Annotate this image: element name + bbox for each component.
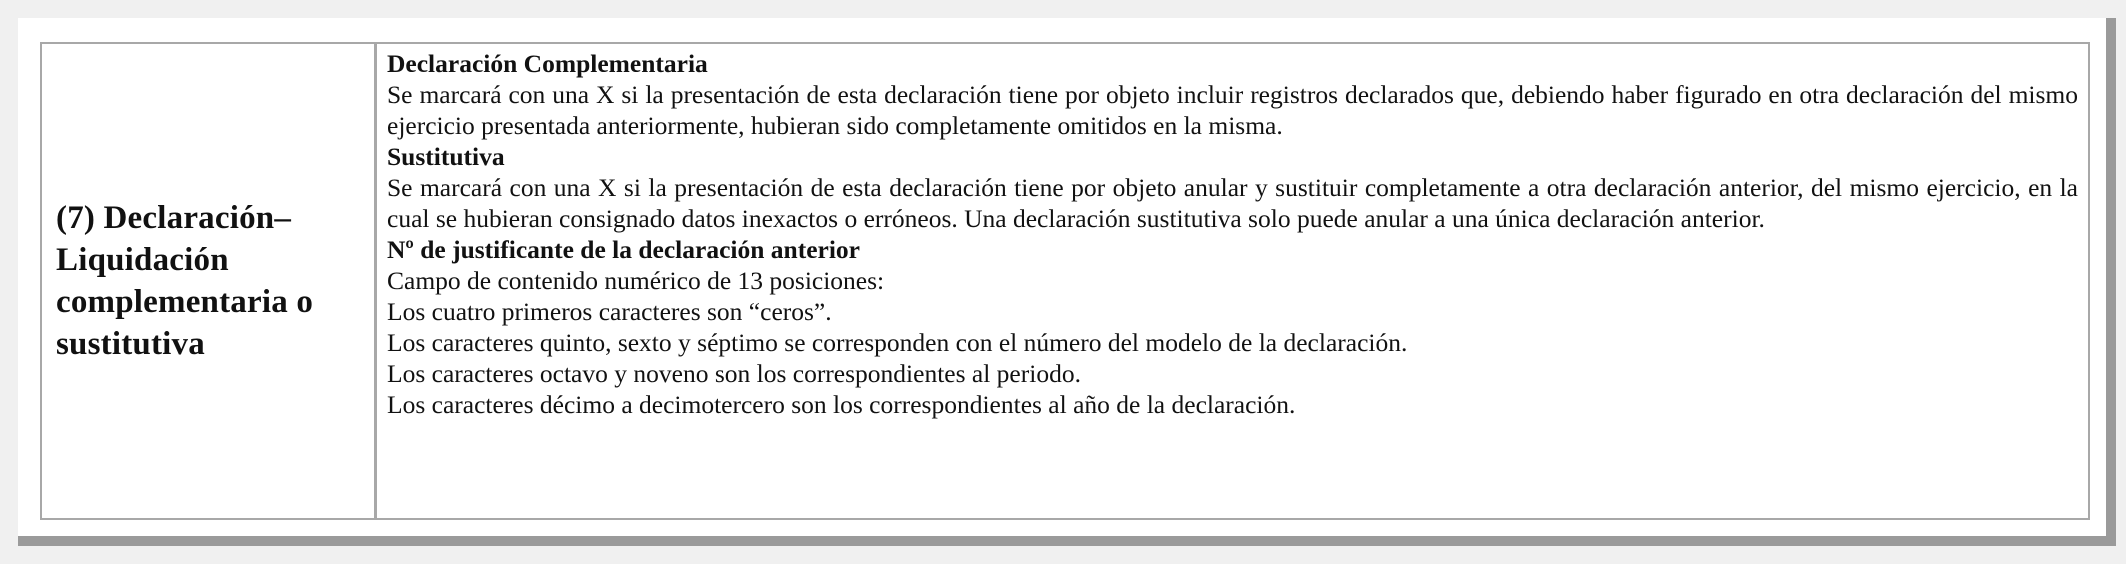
field-title: (7) Declaración–Liquidación complementaria o sustitutiva (56, 200, 314, 362)
justificante-line-3: Los caracteres quinto, sexto y séptimo se corresponden con el número del modelo de la declaración. (387, 328, 1408, 357)
section-text-sustitutiva: Se marcará con una X si la presentación de esta declaración tiene por objeto anular y sustituir completamente a otra declaración anterior, del mismo ejercicio, en la cual se hubieran consignado datos inexactos o erróneos. Una declaración sustitutiva solo puede anular a una única declaración anterior. (387, 173, 2078, 233)
document-frame (18, 18, 2116, 546)
field-description-table (40, 42, 2090, 520)
section-text-complementaria: Se marcará con una X si la presentación de esta declaración tiene por objeto incluir registros declarados que, debiendo haber figurado en otra declaración del mismo ejercicio presentada anteriormente, hubieran sido completamente omitidos en la misma. (387, 80, 2078, 140)
field-name-cell (42, 44, 377, 518)
section-heading-sustitutiva: Sustitutiva (387, 142, 505, 171)
field-description-cell (377, 44, 2088, 518)
justificante-line-2: Los cuatro primeros caracteres son “ceros”. (387, 297, 832, 326)
justificante-line-4: Los caracteres octavo y noveno son los correspondientes al periodo. (387, 359, 1081, 388)
justificante-line-1: Campo de contenido numérico de 13 posiciones: (387, 266, 885, 295)
section-heading-complementaria: Declaración Complementaria (387, 49, 708, 78)
section-heading-justificante: Nº de justificante de la declaración anterior (387, 235, 860, 264)
justificante-line-5: Los caracteres décimo a decimotercero son los correspondientes al año de la declaración. (387, 390, 1296, 419)
